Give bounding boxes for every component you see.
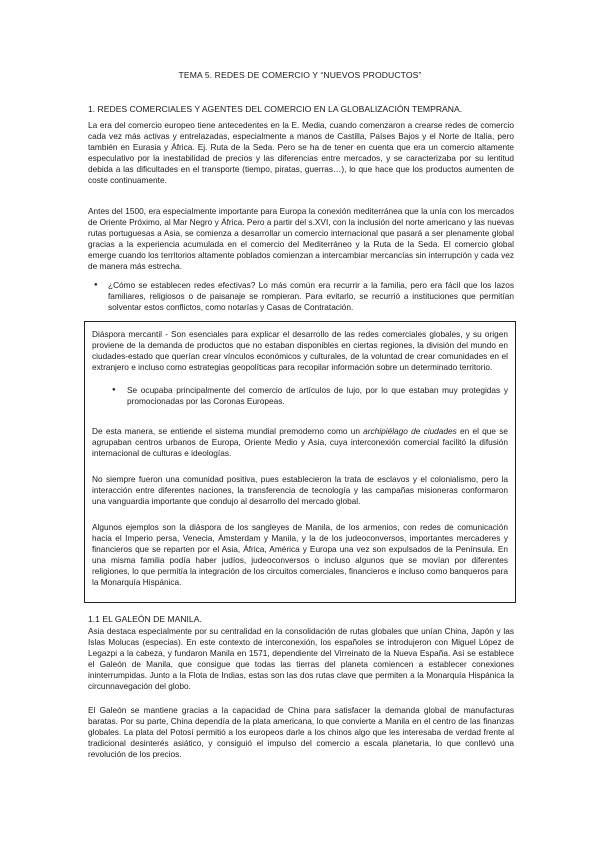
section-1-1-heading: 1.1 EL GALEÓN DE MANILA. <box>88 614 202 624</box>
box-paragraph-1: Diáspora mercantil - Son esenciales para explicar el desarrollo de las redes comerciales globales, y su origen proviene de la demanda de productos que no estaban disponibles en ciertas regiones, la división del mundo en ciudades-estado que querían crear vínculos económicos y culturales, de la voluntad de crear comunidades en el extranjero e incluso como estrategias geopolíticas para recopilar información sobre un determinado territorio. <box>92 329 508 372</box>
box-paragraph-4: Algunos ejemplos son la diáspora de los sangleyes de Manila, de los armenios, con redes de comunicación hacia el Imperio persa, Venecia, Ámsterdam y Manila, y la de los judeoconversos, importantes mercaderes y financieros que se reparten por el Asia, África, América y Europa una vez son expulsados de la Península. En una misma familia podía haber judíos, judeoconversos o incluso algunos que se movían por diferentes religiones, lo que permitía la integración de los circuitos comerciales, financieros e incluso como banqueros para la Monarquía Hispánica. <box>92 522 508 587</box>
box-paragraph-2-end: en el que se agrupaban centros urbanos de Europa, Oriente Medio y Asia, cuya interconexión comercial facilitó la difusión internacional de culturas e ideologías. <box>92 426 508 458</box>
box-paragraph-2-emphasis: archipiélago de ciudades <box>363 426 457 436</box>
box-paragraph-3: No siempre fueron una comunidad positiva, pues establecieron la trata de esclavos y el colonialismo, pero la interacción entre diferentes naciones, la transferencia de tecnología y las campañas misioneras conformaron una vanguardia importante que condujo al desarrollo del mercado global. <box>92 474 508 506</box>
section-1-paragraph-2: Antes del 1500, era especialmente importante para Europa la conexión mediterránea que la unía con los mercados de Oriente Próximo, al Mar Negro y África. Pero a partir del s.XVI, con la inclusión del norte americano y las nuevas rutas portuguesas a Asia, se comienza a desarrollar un comercio internacional que pasará a ser plenamente global gracias a la experiencia acumulada en el comercio del Mediterráneo y la Ruta de la Seda. El comercio global emerge cuando los territorios altamente poblados comienzan a intercambiar mercancías sin interrupción y cada vez de manera más estrecha. <box>88 206 514 271</box>
document-title: TEMA 5. REDES DE COMERCIO Y “NUEVOS PRODUCTOS” <box>178 70 422 80</box>
diaspora-box <box>84 321 516 603</box>
section-1-bullet: ● ¿Cómo se establecen redes efectivas? Lo más común era recurrir a la familia, pero era fácil que los lazos familiares, religiosos o de paisanaje se rompieran. Para evitarlo, se recurrió a instituciones que permitían solventar estos conflictos, como notarías y Casas de Contratación. <box>108 280 514 313</box>
section-1-paragraph-1: La era del comercio europeo tiene antecedentes en la E. Media, cuando comenzaron a crearse redes de comercio cada vez más activas y entrelazadas, especialmente a manos de Castilla, Países Bajos y el Norte de Italia, pero también en Eurasia y África. Ej. Ruta de la Seda. Pero se ha de tener en cuenta que era un comercio altamente especulativo por la inestabilidad de precios y las diferencias entre mercados, y se caracterizaba por su lentitud debida a las dificultades en el transporte (tiempo, piratas, guerras…), lo que hace que los productos aumenten de coste continuamente. <box>88 120 514 185</box>
box-paragraph-2 <box>92 426 508 459</box>
box-paragraph-2-start: De esta manera, se entiende el sistema mundial premoderno como un <box>92 426 364 436</box>
section-1-1-paragraph-2: El Galeón se mantiene gracias a la capacidad de China para satisfacer la demanda global de manufacturas baratas. Por su parte, China dependía de la plata americana, lo que convierte a Manila en el centro de las finanzas globales. La plata del Potosí permitió a los europeos darle a los chinos algo que les interesaba de verdad frente al tradicional desinterés asiático, y consiguió el impulso del comercio a escala planetaria, lo que conllevó una revolución de los precios. <box>88 705 514 759</box>
box-bullet: ● Se ocupaba principalmente del comercio de artículos de lujo, por lo que estaban muy protegidas y promocionadas por las Coronas Europeas. <box>127 385 508 407</box>
section-1-heading: 1. REDES COMERCIALES Y AGENTES DEL COMERCIO EN LA GLOBALIZACIÓN TEMPRANA. <box>88 104 463 114</box>
section-1-1-paragraph-1: Asia destaca especialmente por su centralidad en la consolidación de rutas globales que unían China, Japón y las Islas Molucas (especias). En este contexto de interconexión, los españoles se introdujeron con Miguel López de Legazpi a la cabeza, y fundaron Manila en 1571, dependiente del Virreinato de la Nueva España. Así se establece el Galeón de Manila, que consigue que todas las tierras del planeta comiencen a establecer conexiones ininterrumpidas. Junto a la Flota de Indias, estas son las dos rutas clave que permiten a la Monarquía Hispánica la circunnavegación del globo. <box>88 626 514 691</box>
